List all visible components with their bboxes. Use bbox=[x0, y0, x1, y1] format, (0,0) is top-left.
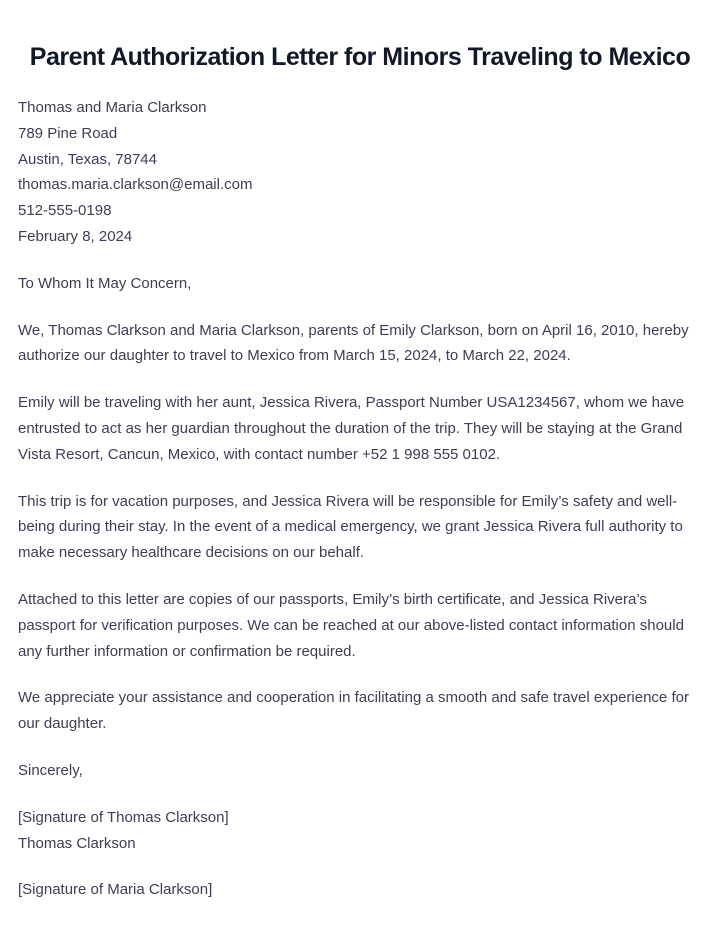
body-paragraph-guardian: Emily will be traveling with her aunt, Jessica Rivera, Passport Number USA1234567, whom we have entrusted to act as her guardian throughout the duration of the trip. They will be staying at the Grand Vista Resort, Cancun, Mexico, with contact number +52 1 998 555 0102. bbox=[18, 394, 685, 463]
signature-name: Thomas Clarkson bbox=[18, 834, 136, 852]
body-paragraph-attachments: Attached to this letter are copies of our passports, Emily’s birth certificate, and Jessica Rivera’s passport for verification purposes. We can be reached at our above-listed contact information should any further information or confirmation be required. bbox=[18, 590, 684, 660]
body-paragraph-purpose: This trip is for vacation purposes, and Jessica Rivera will be responsible for Emily’s safety and well-being during their stay. In the event of a medical emergency, we grant Jessica Rivera full authority to make necessary healthcare decisions on our behalf. bbox=[18, 492, 683, 562]
sender-street: 789 Pine Road bbox=[18, 124, 118, 142]
sender-city: Austin, Texas, 78744 bbox=[18, 150, 157, 168]
signature-block-thomas bbox=[18, 805, 702, 857]
signature-placeholder: [Signature of Maria Clarkson] bbox=[18, 881, 213, 899]
sender-name: Thomas and Maria Clarkson bbox=[18, 99, 207, 116]
signature-block-maria bbox=[18, 877, 702, 903]
sender-email: thomas.maria.clarkson@email.com bbox=[18, 176, 253, 194]
body-paragraph-appreciation: We appreciate your assistance and cooperation in facilitating a smooth and safe travel experience for our daughter. bbox=[18, 689, 689, 733]
sender-phone: 512-555-0198 bbox=[18, 202, 112, 220]
signature-placeholder: [Signature of Thomas Clarkson] bbox=[18, 808, 229, 826]
closing: Sincerely, bbox=[18, 761, 83, 779]
sender-block bbox=[18, 95, 702, 250]
body-paragraph-authorization: We, Thomas Clarkson and Maria Clarkson, parents of Emily Clarkson, born on April 16, 2010, hereby authorize our daughter to travel to Mexico from March 15, 2024, to March 22, 2024. bbox=[18, 321, 689, 365]
salutation: To Whom It May Concern, bbox=[18, 274, 192, 292]
page-title: Parent Authorization Letter for Minors Traveling to Mexico bbox=[29, 43, 691, 71]
letter-date: February 8, 2024 bbox=[18, 227, 133, 245]
